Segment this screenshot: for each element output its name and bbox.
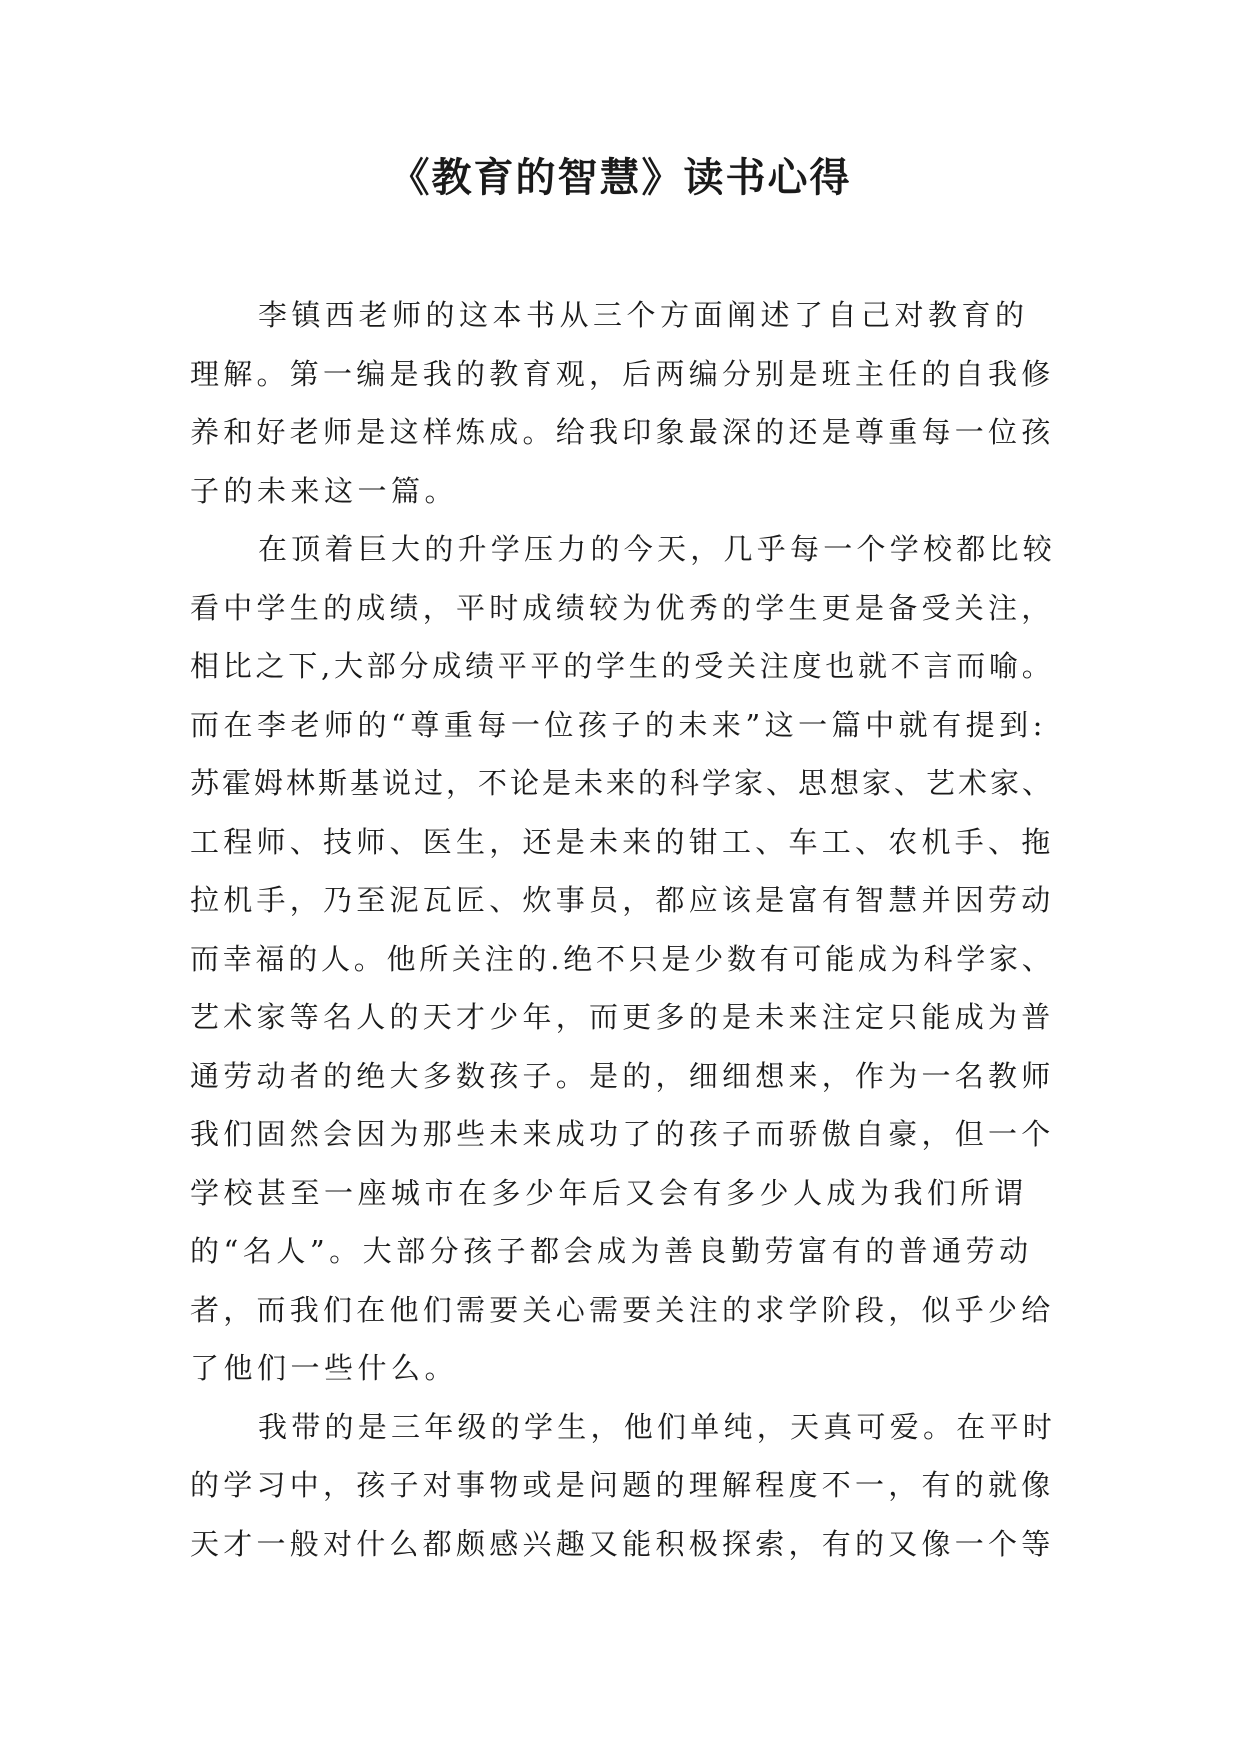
body-line: 苏霍姆林斯基说过，不论是未来的科学家、思想家、艺术家、 xyxy=(190,766,1055,800)
body-line: 而幸福的人。他所关注的.绝不只是少数有可能成为科学家、 xyxy=(190,941,1055,976)
body-line: 理解。第一编是我的教育观，后两编分别是班主任的自我修 xyxy=(190,356,1055,391)
body-line: 我带的是三年级的学生，他们单纯，天真可爱。在平时 xyxy=(258,1409,1057,1444)
body-line: 学校甚至一座城市在多少年后又会有多少人成为我们所谓 xyxy=(190,1175,1028,1210)
body-line: 工程师、技师、医生，还是未来的钳工、车工、农机手、拖 xyxy=(190,824,1055,859)
body-line: 而在李老师的“尊重每一位孩子的未来”这一篇中就有提到: xyxy=(190,707,1047,742)
body-line: 看中学生的成绩，平时成绩较为优秀的学生更是备受关注， xyxy=(190,590,1055,625)
body-line: 养和好老师是这样炼成。给我印象最深的还是尊重每一位孩 xyxy=(190,415,1055,449)
document-title: 《教育的智慧》读书心得 xyxy=(389,155,852,201)
body-line: 的学习中，孩子对事物或是问题的理解程度不一，有的就像 xyxy=(190,1468,1055,1502)
body-line: 李镇西老师的这本书从三个方面阐述了自己对教育的 xyxy=(258,298,1029,332)
body-line: 的“名人”。大部分孩子都会成为善良勤劳富有的普通劳动 xyxy=(190,1234,1033,1268)
body-line: 艺术家等名人的天才少年，而更多的是未来注定只能成为普 xyxy=(190,1000,1055,1034)
body-line: 拉机手，乃至泥瓦匠、炊事员，都应该是富有智慧并因劳动 xyxy=(190,883,1055,917)
body-line: 者，而我们在他们需要关心需要关注的求学阶段，似乎少给 xyxy=(190,1292,1055,1327)
body-line: 我们固然会因为那些未来成功了的孩子而骄傲自豪，但一个 xyxy=(190,1117,1055,1151)
body-line: 天才一般对什么都颇感兴趣又能积极探索，有的又像一个等 xyxy=(190,1526,1055,1561)
body-line: 了他们一些什么。 xyxy=(190,1351,459,1385)
body-line: 通劳动者的绝大多数孩子。是的，细细想来，作为一名教师 xyxy=(190,1058,1055,1093)
body-line: 在顶着巨大的升学压力的今天，几乎每一个学校都比较 xyxy=(258,532,1057,566)
body-line: 相比之下,大部分成绩平平的学生的受关注度也就不言而喻。 xyxy=(190,649,1055,683)
body-line: 子的未来这一篇。 xyxy=(190,473,459,508)
document-body xyxy=(190,286,1060,1573)
